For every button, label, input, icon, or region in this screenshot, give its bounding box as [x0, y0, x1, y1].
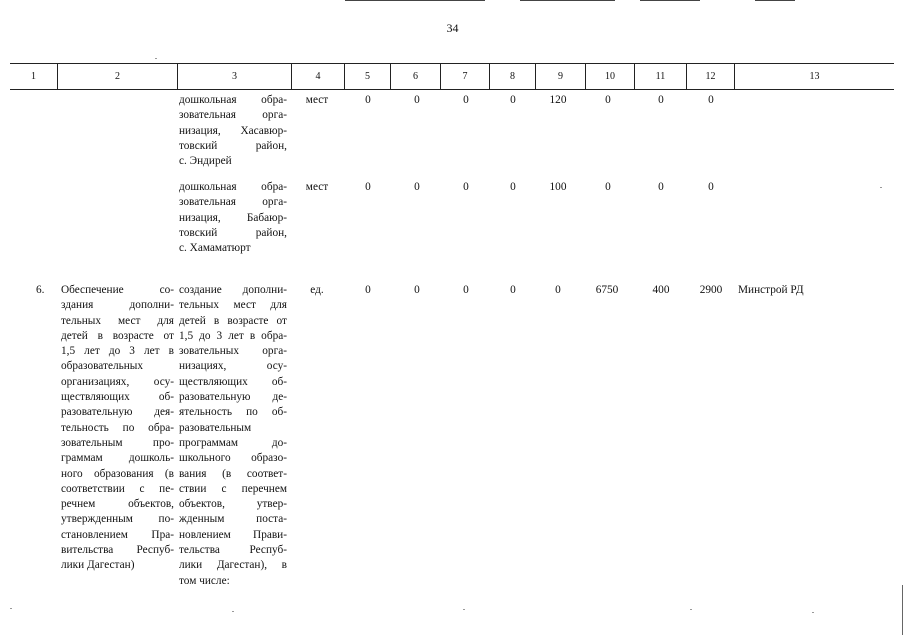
- value-cell: 0: [658, 94, 664, 106]
- value-cell: 0: [658, 181, 664, 193]
- value-cell: 0: [708, 181, 714, 193]
- indicator-cell: дошкольная обра- зовательная орга- низация, Хасавюр- товский район, с. Эндирей: [179, 94, 287, 168]
- scan-speck: [463, 609, 465, 610]
- value-cell: 100: [549, 181, 567, 193]
- activity-cell: Обеспечение со- здания дополни- тельных мест для детей в возрасте от 1,5 лет до 3 лет в образовательных организациях, осу- ществляющих об- разовательную дея- тельность по обра- зовательным про- граммам дошколь- ного образования (в соответствии с пе- речнем объектов, утвержденным по- становлением Пра- вительства Респуб- лики Дагестан): [61, 284, 174, 572]
- column-number: 8: [489, 64, 535, 89]
- top-edge-line: [640, 0, 700, 1]
- value-cell: 0: [463, 94, 469, 106]
- unit-cell: мест: [305, 94, 329, 106]
- scan-edge-line: [902, 585, 903, 635]
- value-cell: 6750: [595, 284, 619, 296]
- value-cell: 400: [652, 284, 670, 296]
- table-header-row: [10, 63, 894, 90]
- column-number: 9: [535, 64, 585, 89]
- row-number: 6.: [36, 284, 45, 296]
- value-cell: 0: [510, 94, 516, 106]
- top-edge-line: [520, 0, 615, 1]
- unit-cell: мест: [305, 181, 329, 193]
- column-number: 1: [31, 71, 36, 82]
- value-cell: 2900: [699, 284, 723, 296]
- top-edge-line: [755, 0, 795, 1]
- column-number: 12: [686, 64, 734, 89]
- indicator-cell: создание дополни- тельных мест для детей в возрасте от 1,5 до 3 лет в обра- зовательных орга- низациях, осу- ществляющих об- разовательную де- ятельность по об- разовательным программам до- школьного образо- вания (в соответ- ствии с перечнем объектов, утвер- жденным поста- новлением Прави- тельства Респуб- лики Дагестан), в том числе:: [179, 284, 287, 587]
- column-number: 13: [734, 64, 894, 89]
- value-cell: 0: [463, 181, 469, 193]
- unit-cell: ед.: [310, 284, 324, 296]
- column-number: 2: [57, 64, 177, 89]
- indicator-cell: дошкольная обра- зовательная орга- низация, Бабаюр- товский район, с. Хамаматюрт: [179, 181, 287, 255]
- value-cell: 0: [605, 181, 611, 193]
- scan-speck: [155, 58, 157, 59]
- value-cell: 0: [365, 181, 371, 193]
- responsible-cell: Минстрой РД: [738, 284, 804, 296]
- value-cell: 0: [414, 94, 420, 106]
- value-cell: 0: [510, 284, 516, 296]
- top-edge-line: [345, 0, 485, 1]
- scan-speck: [10, 608, 12, 609]
- scan-speck: [232, 611, 234, 612]
- scan-speck: [812, 612, 814, 613]
- column-number: 4: [291, 64, 344, 89]
- value-cell: 0: [510, 181, 516, 193]
- page-number: 34: [446, 21, 459, 35]
- column-number: 6: [390, 64, 440, 89]
- value-cell: 0: [555, 284, 561, 296]
- value-cell: 0: [605, 94, 611, 106]
- column-number: 10: [585, 64, 634, 89]
- value-cell: 0: [365, 284, 371, 296]
- column-number: 5: [344, 64, 390, 89]
- value-cell: 120: [549, 94, 567, 106]
- value-cell: 0: [414, 284, 420, 296]
- column-number: 7: [440, 64, 489, 89]
- value-cell: 0: [463, 284, 469, 296]
- scan-speck: [880, 187, 882, 188]
- column-number: 3: [177, 64, 291, 89]
- value-cell: 0: [414, 181, 420, 193]
- column-number: 11: [634, 64, 686, 89]
- value-cell: 0: [708, 94, 714, 106]
- scan-speck: [690, 609, 692, 610]
- value-cell: 0: [365, 94, 371, 106]
